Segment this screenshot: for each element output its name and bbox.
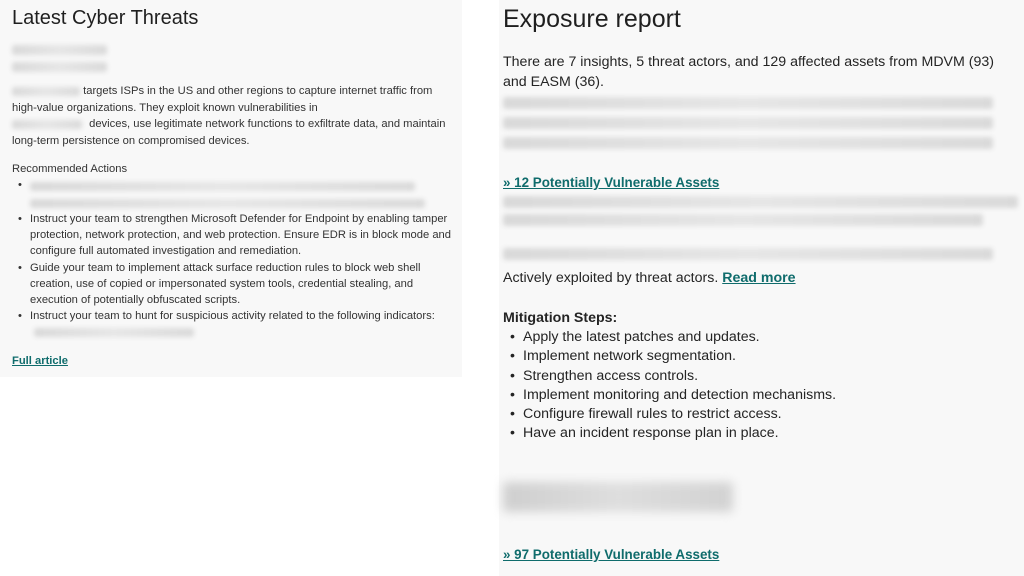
redacted-line (12, 62, 107, 72)
list-item: • Implement network segmentation. (503, 347, 836, 366)
exposure-report-card (499, 0, 1024, 576)
threat-description-part2: devices, use legitimate network functions to exfiltrate data, and maintain long-term persistence on compromised devices. (12, 118, 446, 147)
redacted-paragraph (503, 117, 993, 129)
redacted-paragraph (503, 137, 993, 149)
redacted-heading (503, 482, 733, 512)
redacted-paragraph (503, 214, 983, 226)
threat-description (12, 83, 452, 149)
mitigation-steps-list (503, 328, 836, 444)
exploited-text: Actively exploited by threat actors. (503, 270, 719, 286)
list-item: • Instruct your team to hunt for suspicious activity related to the following indicators: (12, 308, 452, 340)
redacted-text (30, 199, 425, 208)
latest-threats-card (0, 0, 462, 377)
redacted-paragraph (503, 97, 993, 109)
list-item: • Guide your team to implement attack surface reduction rules to block web shell creation, use of copied or impersonated system tools, credential stealing, and execution of potentially obfuscated scripts. (12, 260, 452, 309)
redacted-actor-name (12, 87, 80, 96)
read-more-link[interactable]: Read more (722, 270, 796, 286)
redacted-indicators (34, 328, 194, 337)
redacted-text (30, 182, 415, 191)
list-item (12, 177, 452, 211)
redacted-paragraph (503, 248, 993, 260)
mitigation-steps-title: Mitigation Steps: (503, 310, 618, 326)
list-item: • Have an incident response plan in place. (503, 424, 836, 443)
list-item: • Strengthen access controls. (503, 367, 836, 386)
latest-threats-title: Latest Cyber Threats (12, 7, 199, 29)
list-item: • Apply the latest patches and updates. (503, 328, 836, 347)
list-item: • Configure firewall rules to restrict access. (503, 405, 836, 424)
redacted-device-name (12, 120, 82, 129)
list-item: • Instruct your team to strengthen Microsoft Defender for Endpoint by enabling tamper protection, network protection, and web protection. Ensure EDR is in block mode and configure full automated investigation and remediation. (12, 211, 452, 260)
exploited-notice (503, 270, 796, 286)
exposure-summary: There are 7 insights, 5 threat actors, and 129 affected assets from MDVM (93) and EASM (36). (503, 54, 995, 90)
recommended-actions-list (12, 177, 452, 341)
redacted-paragraph (503, 196, 1018, 208)
recommended-actions-title: Recommended Actions (12, 163, 128, 175)
redacted-line (12, 45, 107, 55)
threat-description-part1: targets ISPs in the US and other regions to capture internet traffic from high-value organizations. They exploit known vulnerabilities in (12, 85, 433, 114)
exposure-report-title: Exposure report (503, 5, 681, 33)
vulnerable-assets-link-97[interactable]: » 97 Potentially Vulnerable Assets (503, 547, 720, 562)
full-article-link[interactable]: Full article (12, 355, 68, 367)
vulnerable-assets-link-12[interactable]: » 12 Potentially Vulnerable Assets (503, 175, 720, 190)
list-item: • Implement monitoring and detection mechanisms. (503, 386, 836, 405)
